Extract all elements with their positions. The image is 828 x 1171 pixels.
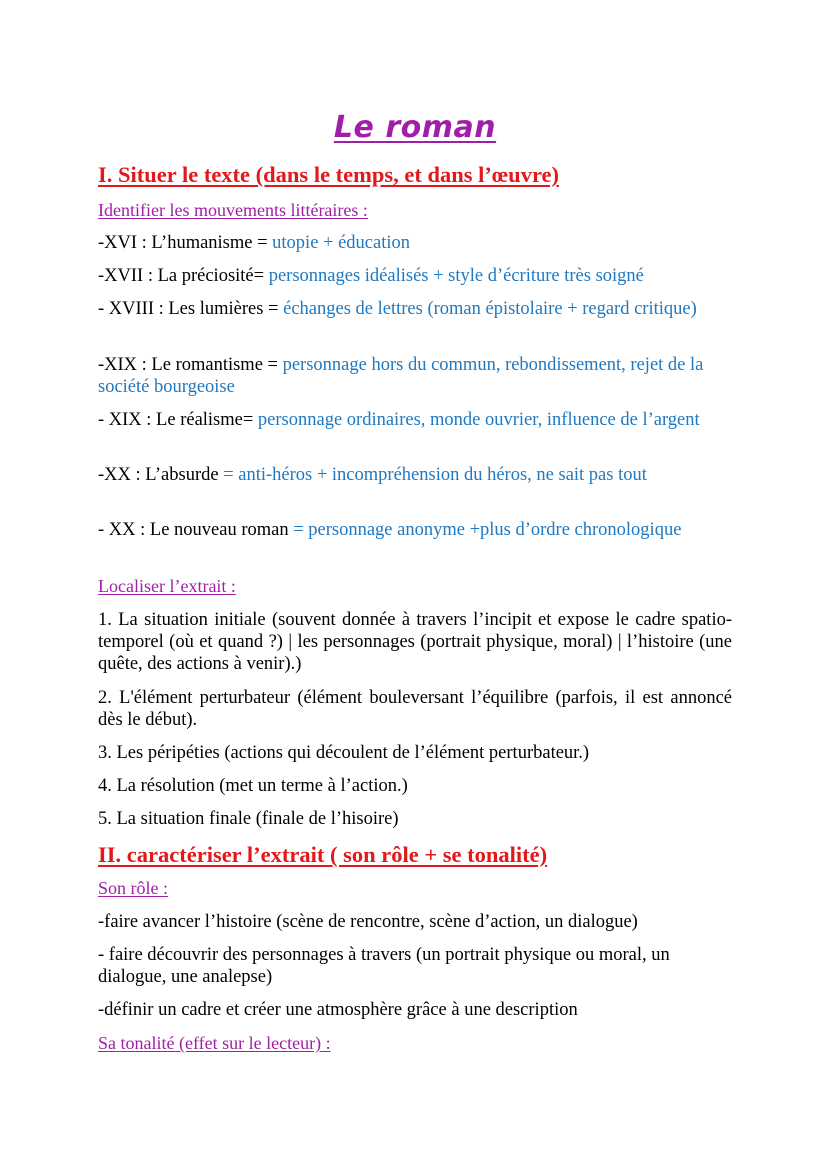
movement-label: -XVII : La préciosité= bbox=[98, 266, 269, 286]
movement-label: -XIX : Le romantisme = bbox=[98, 355, 283, 375]
movement-item bbox=[98, 354, 732, 398]
movement-desc: personnage hors du commun, rebondissement, rejet de la société bourgeoise bbox=[98, 355, 704, 397]
subheading-localiser: Localiser l’extrait : bbox=[98, 576, 236, 596]
movement-desc: échanges de lettres (roman épistolaire + regard critique) bbox=[283, 299, 697, 319]
section-1-heading: I. Situer le texte (dans le temps, et dans l’œuvre) bbox=[98, 162, 559, 187]
movement-label: - XVIII : Les lumières = bbox=[98, 299, 284, 319]
step-item: 4. La résolution (met un terme à l’action.) bbox=[98, 776, 408, 796]
movement-desc: personnage ordinaires, monde ouvrier, influence de l’argent bbox=[257, 410, 700, 430]
movement-item bbox=[98, 519, 732, 541]
role-item: -faire avancer l’histoire (scène de rencontre, scène d’action, un dialogue) bbox=[98, 912, 638, 932]
movement-item bbox=[98, 409, 732, 431]
movement-desc: personnages idéalisés + style d’écriture très soigné bbox=[268, 266, 644, 286]
movement-desc: utopie + éducation bbox=[272, 233, 411, 253]
section-2-heading: II. caractériser l’extrait ( son rôle + se tonalité) bbox=[98, 842, 548, 867]
movement-label: - XIX : Le réalisme= bbox=[98, 410, 258, 430]
movement-label: - XX : Le nouveau roman bbox=[98, 520, 294, 540]
role-item: - faire découvrir des personnages à travers (un portrait physique ou moral, un dialogue, une analepse) bbox=[98, 945, 670, 987]
step-item: 5. La situation finale (finale de l’hisoire) bbox=[98, 809, 399, 829]
step-item: 2. L'élément perturbateur (élément bouleversant l’équilibre (parfois, il est annoncé dès le début). bbox=[98, 688, 732, 730]
movement-label: -XX : L’absurde bbox=[98, 465, 224, 485]
movement-item bbox=[98, 265, 732, 287]
subheading-tonalite: Sa tonalité (effet sur le lecteur) : bbox=[98, 1033, 331, 1053]
step-item: 1. La situation initiale (souvent donnée à travers l’incipit et expose le cadre spatio-temporel (où et quand ?) | les personnages (portrait physique, moral) | l’histoire (une quête, des actions à venir).) bbox=[98, 610, 732, 674]
step-item: 3. Les péripéties (actions qui découlent de l’élément perturbateur.) bbox=[98, 743, 590, 763]
subheading-role: Son rôle : bbox=[98, 878, 168, 898]
movement-desc: = anti-héros + incompréhension du héros, ne sait pas tout bbox=[223, 465, 647, 485]
movement-desc: = personnage anonyme +plus d’ordre chronologique bbox=[293, 520, 682, 540]
document-title bbox=[98, 110, 732, 145]
movement-item bbox=[98, 464, 732, 486]
movement-item bbox=[98, 232, 732, 254]
movement-label: -XVI : L’humanisme = bbox=[98, 233, 273, 253]
title-text: Le roman bbox=[333, 110, 497, 145]
movement-item bbox=[98, 298, 732, 320]
subheading-movements: Identifier les mouvements littéraires : bbox=[98, 200, 368, 220]
role-item: -définir un cadre et créer une atmosphère grâce à une description bbox=[98, 1000, 578, 1020]
